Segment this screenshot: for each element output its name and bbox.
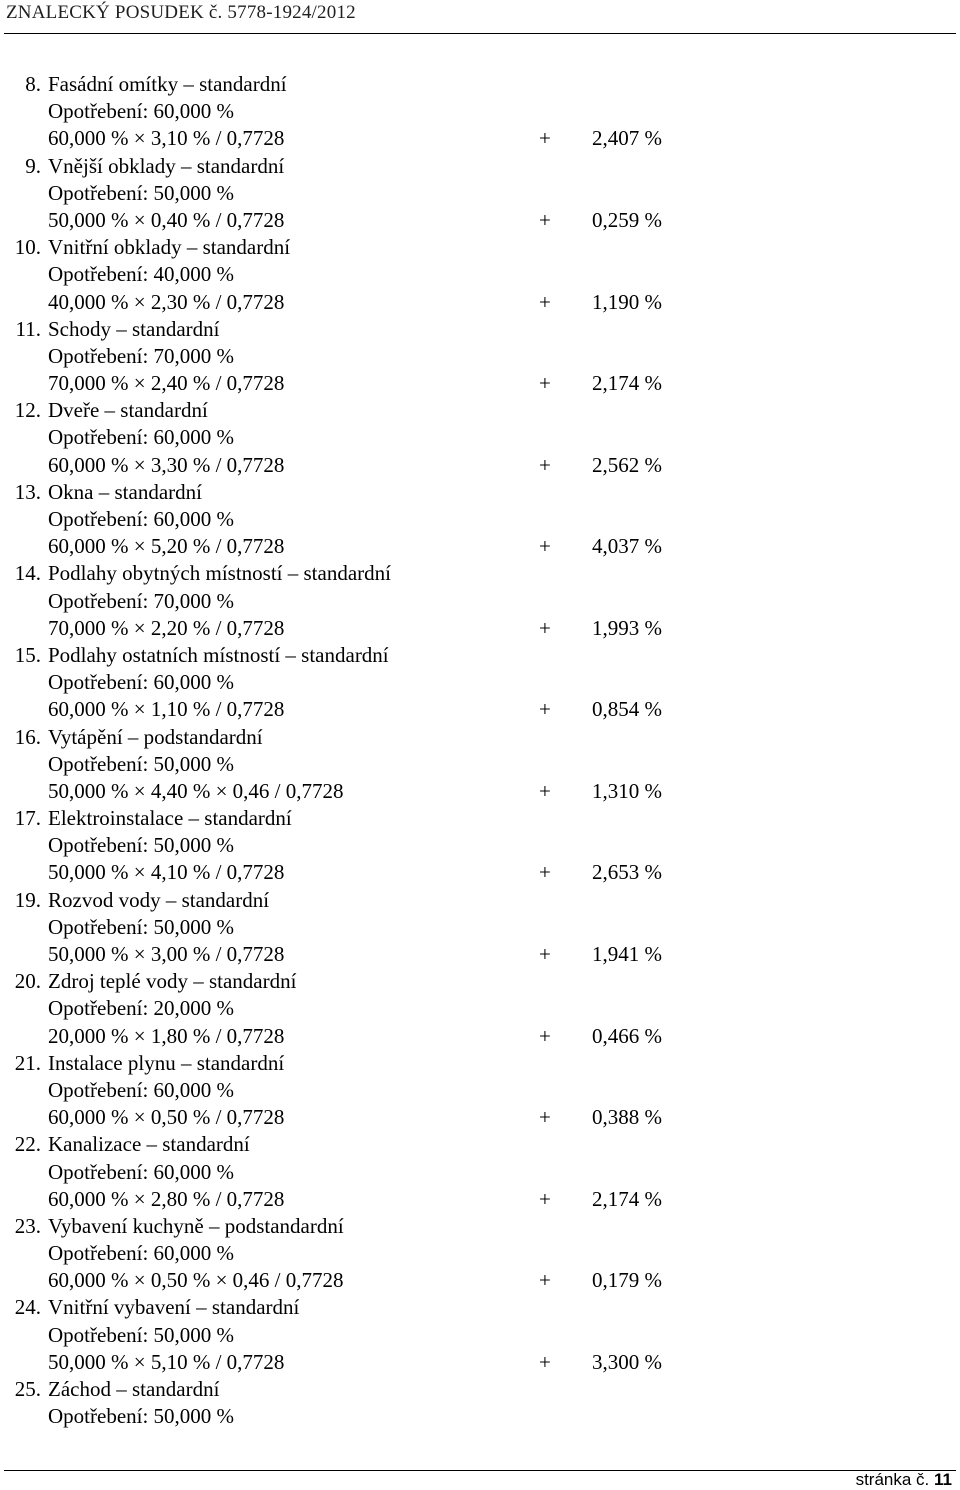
item-result: 2,407 % bbox=[592, 126, 662, 151]
item-result: 1,190 % bbox=[592, 289, 662, 314]
item-name: Vnitřní obklady – standardní bbox=[48, 235, 291, 260]
item-calculation-row bbox=[0, 778, 960, 805]
header-divider bbox=[4, 33, 956, 34]
item-title-row bbox=[0, 887, 960, 914]
item-formula: 70,000 % × 2,20 % / 0,7728 bbox=[48, 615, 285, 640]
item-name: Vytápění – podstandardní bbox=[48, 724, 263, 749]
item-sign: + bbox=[539, 126, 551, 151]
item-number: 21. bbox=[14, 1050, 41, 1075]
item-title-row bbox=[0, 642, 960, 669]
item-formula: 70,000 % × 2,40 % / 0,7728 bbox=[48, 371, 285, 396]
item-calculation-row bbox=[0, 125, 960, 152]
item-name: Elektroinstalace – standardní bbox=[48, 806, 292, 831]
item-sign: + bbox=[539, 452, 551, 477]
item-sign: + bbox=[539, 1186, 551, 1211]
item-result: 1,993 % bbox=[592, 615, 662, 640]
page-number: 11 bbox=[934, 1470, 952, 1489]
item-sign: + bbox=[539, 1268, 551, 1293]
item-title-row bbox=[0, 71, 960, 98]
list-item bbox=[0, 153, 960, 235]
item-wear: Opotřebení: 50,000 % bbox=[48, 1404, 235, 1429]
item-name: Fasádní omítky – standardní bbox=[48, 72, 287, 96]
item-sign: + bbox=[539, 860, 551, 885]
item-wear: Opotřebení: 50,000 % bbox=[48, 751, 235, 776]
item-number: 14. bbox=[14, 561, 41, 586]
item-formula: 60,000 % × 2,80 % / 0,7728 bbox=[48, 1186, 285, 1211]
item-wear-row bbox=[0, 995, 960, 1022]
item-result: 2,174 % bbox=[592, 1186, 662, 1211]
item-wear: Opotřebení: 50,000 % bbox=[48, 1322, 235, 1347]
item-wear: Opotřebení: 40,000 % bbox=[48, 262, 235, 287]
item-number: 23. bbox=[14, 1213, 41, 1238]
item-wear-row bbox=[0, 669, 960, 696]
list-item bbox=[0, 397, 960, 479]
list-item bbox=[0, 805, 960, 887]
item-result: 0,259 % bbox=[592, 207, 662, 232]
item-wear-row bbox=[0, 98, 960, 125]
item-name: Zdroj teplé vody – standardní bbox=[48, 969, 297, 994]
item-wear-row bbox=[0, 1077, 960, 1104]
item-formula: 50,000 % × 0,40 % / 0,7728 bbox=[48, 207, 285, 232]
item-formula: 60,000 % × 0,50 % / 0,7728 bbox=[48, 1105, 285, 1130]
item-wear-row bbox=[0, 261, 960, 288]
item-formula: 40,000 % × 2,30 % / 0,7728 bbox=[48, 289, 285, 314]
item-formula: 60,000 % × 3,30 % / 0,7728 bbox=[48, 452, 285, 477]
item-wear: Opotřebení: 60,000 % bbox=[48, 1159, 235, 1184]
item-formula: 50,000 % × 4,10 % / 0,7728 bbox=[48, 860, 285, 885]
item-calculation-row bbox=[0, 452, 960, 479]
item-name: Vybavení kuchyně – podstandardní bbox=[48, 1213, 344, 1238]
item-calculation-row bbox=[0, 1267, 960, 1294]
item-number: 25. bbox=[14, 1377, 41, 1401]
item-calculation-row bbox=[0, 1104, 960, 1131]
item-formula: 50,000 % × 5,10 % / 0,7728 bbox=[48, 1349, 285, 1374]
item-result: 1,310 % bbox=[592, 778, 662, 803]
item-calculation-row bbox=[0, 696, 960, 723]
item-wear-row bbox=[0, 424, 960, 451]
item-sign: + bbox=[539, 942, 551, 966]
item-name: Záchod – standardní bbox=[48, 1377, 220, 1401]
item-name: Dveře – standardní bbox=[48, 398, 208, 423]
item-number: 10. bbox=[14, 235, 41, 260]
depreciation-item-list bbox=[0, 71, 960, 1430]
item-name: Podlahy ostatních místností – standardní bbox=[48, 642, 389, 667]
item-formula: 60,000 % × 5,20 % / 0,7728 bbox=[48, 534, 285, 559]
list-item bbox=[0, 71, 960, 153]
item-number: 17. bbox=[14, 806, 41, 831]
item-number: 8. bbox=[25, 72, 41, 96]
item-calculation-row bbox=[0, 370, 960, 397]
item-name: Instalace plynu – standardní bbox=[48, 1050, 285, 1075]
list-item bbox=[0, 560, 960, 642]
item-name: Vnitřní vybavení – standardní bbox=[48, 1295, 300, 1320]
page-label: stránka č. bbox=[855, 1470, 930, 1489]
item-wear: Opotřebení: 70,000 % bbox=[48, 588, 235, 613]
item-wear-row bbox=[0, 1240, 960, 1267]
item-name: Podlahy obytných místností – standardní bbox=[48, 561, 391, 586]
item-formula: 20,000 % × 1,80 % / 0,7728 bbox=[48, 1023, 285, 1048]
item-name: Rozvod vody – standardní bbox=[48, 887, 270, 912]
item-number: 22. bbox=[14, 1132, 41, 1157]
item-result: 0,179 % bbox=[592, 1268, 662, 1293]
list-item bbox=[0, 1050, 960, 1132]
item-sign: + bbox=[539, 1349, 551, 1374]
item-calculation-row bbox=[0, 289, 960, 316]
item-formula: 50,000 % × 4,40 % × 0,46 / 0,7728 bbox=[48, 778, 344, 803]
list-item bbox=[0, 479, 960, 561]
item-sign: + bbox=[539, 1023, 551, 1048]
item-title-row bbox=[0, 153, 960, 180]
item-result: 1,941 % bbox=[592, 942, 662, 966]
item-number: 19. bbox=[14, 887, 41, 912]
item-result: 3,300 % bbox=[592, 1349, 662, 1374]
item-sign: + bbox=[539, 697, 551, 722]
item-wear: Opotřebení: 70,000 % bbox=[48, 343, 235, 368]
item-calculation-row bbox=[0, 941, 960, 968]
item-wear-row bbox=[0, 914, 960, 941]
item-calculation-row bbox=[0, 615, 960, 642]
item-wear-row bbox=[0, 1322, 960, 1349]
list-item bbox=[0, 642, 960, 724]
item-result: 2,653 % bbox=[592, 860, 662, 885]
item-result: 0,466 % bbox=[592, 1023, 662, 1048]
item-wear-row bbox=[0, 588, 960, 615]
item-title-row bbox=[0, 479, 960, 506]
document-title: ZNALECKÝ POSUDEK č. 5778-1924/2012 bbox=[6, 2, 356, 23]
item-sign: + bbox=[539, 534, 551, 559]
item-calculation-row bbox=[0, 207, 960, 234]
item-wear-row bbox=[0, 1403, 960, 1430]
list-item bbox=[0, 316, 960, 398]
item-result: 2,174 % bbox=[592, 371, 662, 396]
item-wear-row bbox=[0, 751, 960, 778]
item-title-row bbox=[0, 1294, 960, 1321]
item-wear: Opotřebení: 60,000 % bbox=[48, 1241, 235, 1266]
item-number: 12. bbox=[14, 398, 41, 423]
item-formula: 50,000 % × 3,00 % / 0,7728 bbox=[48, 942, 285, 966]
item-sign: + bbox=[539, 615, 551, 640]
item-title-row bbox=[0, 234, 960, 261]
item-wear: Opotřebení: 60,000 % bbox=[48, 99, 235, 124]
item-number: 16. bbox=[14, 724, 41, 749]
item-wear: Opotřebení: 20,000 % bbox=[48, 996, 235, 1021]
item-wear-row bbox=[0, 180, 960, 207]
item-result: 2,562 % bbox=[592, 452, 662, 477]
item-number: 20. bbox=[14, 969, 41, 994]
item-title-row bbox=[0, 560, 960, 587]
item-formula: 60,000 % × 0,50 % × 0,46 / 0,7728 bbox=[48, 1268, 344, 1293]
item-calculation-row bbox=[0, 1186, 960, 1213]
item-name: Kanalizace – standardní bbox=[48, 1132, 250, 1157]
item-title-row bbox=[0, 724, 960, 751]
item-title-row bbox=[0, 1131, 960, 1158]
item-title-row bbox=[0, 805, 960, 832]
list-item bbox=[0, 968, 960, 1050]
item-name: Okna – standardní bbox=[48, 479, 202, 504]
item-sign: + bbox=[539, 207, 551, 232]
item-wear: Opotřebení: 60,000 % bbox=[48, 1077, 235, 1102]
item-sign: + bbox=[539, 778, 551, 803]
item-sign: + bbox=[539, 371, 551, 396]
item-wear: Opotřebení: 60,000 % bbox=[48, 670, 235, 695]
list-item bbox=[0, 724, 960, 806]
item-title-row bbox=[0, 968, 960, 995]
item-result: 4,037 % bbox=[592, 534, 662, 559]
item-wear: Opotřebení: 50,000 % bbox=[48, 180, 235, 205]
item-number: 24. bbox=[14, 1295, 41, 1320]
list-item bbox=[0, 234, 960, 316]
item-number: 15. bbox=[14, 642, 41, 667]
item-number: 11. bbox=[15, 316, 41, 341]
item-sign: + bbox=[539, 289, 551, 314]
item-calculation-row bbox=[0, 1023, 960, 1050]
list-item bbox=[0, 1294, 960, 1376]
item-result: 0,388 % bbox=[592, 1105, 662, 1130]
item-wear: Opotřebení: 60,000 % bbox=[48, 507, 235, 531]
page-footer bbox=[856, 1470, 952, 1490]
item-wear-row bbox=[0, 343, 960, 370]
item-number: 13. bbox=[14, 479, 41, 504]
item-calculation-row bbox=[0, 533, 960, 560]
item-wear: Opotřebení: 60,000 % bbox=[48, 425, 235, 450]
item-formula: 60,000 % × 3,10 % / 0,7728 bbox=[48, 126, 285, 151]
footer-divider bbox=[4, 1470, 956, 1471]
list-item bbox=[0, 1213, 960, 1295]
page-header bbox=[0, 0, 960, 32]
item-wear: Opotřebení: 50,000 % bbox=[48, 833, 235, 858]
item-wear-row bbox=[0, 832, 960, 859]
list-item bbox=[0, 1131, 960, 1213]
item-number: 9. bbox=[25, 153, 41, 178]
item-formula: 60,000 % × 1,10 % / 0,7728 bbox=[48, 697, 285, 722]
item-wear-row bbox=[0, 1159, 960, 1186]
item-name: Vnější obklady – standardní bbox=[48, 153, 285, 178]
item-calculation-row bbox=[0, 1349, 960, 1376]
item-title-row bbox=[0, 316, 960, 343]
item-wear-row bbox=[0, 506, 960, 533]
item-sign: + bbox=[539, 1105, 551, 1130]
item-name: Schody – standardní bbox=[48, 316, 220, 341]
list-item bbox=[0, 887, 960, 969]
item-title-row bbox=[0, 397, 960, 424]
item-wear: Opotřebení: 50,000 % bbox=[48, 914, 235, 939]
list-item bbox=[0, 1376, 960, 1430]
item-calculation-row bbox=[0, 859, 960, 886]
item-title-row bbox=[0, 1213, 960, 1240]
item-result: 0,854 % bbox=[592, 697, 662, 722]
item-title-row bbox=[0, 1376, 960, 1403]
item-title-row bbox=[0, 1050, 960, 1077]
